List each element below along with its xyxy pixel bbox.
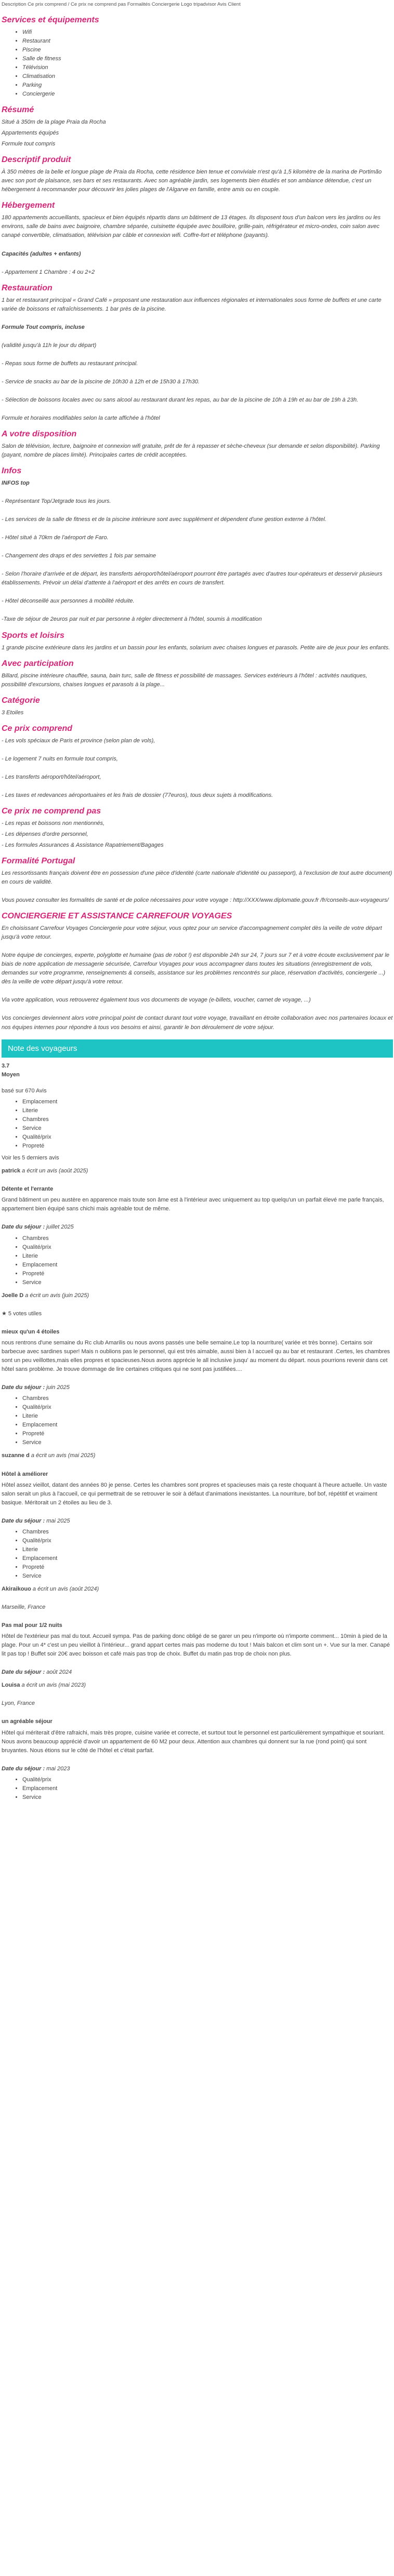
info-line: - Hôtel déconseillé aux personnes à mobilité réduite.	[2, 598, 135, 605]
infos-title: Infos	[2, 466, 22, 476]
review-text: Hôtel assez vieillot, datant des années 80 je pense. Certes les chambres sont propres et spacieuses mais ça reste choquant à l'heure actuelle. Un vaste salon serait un plus à l'accueil, ce qui permettrait de se retrouver le soir à défaut d'animations inexistantes. La nourriture, bof bof, répétitif et vraiment basique. Méritorait un 2 étoiles au lieu de 3.	[2, 1481, 387, 1506]
criteria-item: • Emplacement	[22, 1554, 393, 1563]
info-line: - Changement des draps et des serviettes 1 fois par semaine	[2, 553, 156, 559]
formalite-title: Formalité Portugal	[2, 857, 75, 866]
review-written: a écrit un avis (mai 2025)	[31, 1452, 96, 1459]
formule-line: (validité jusqu'à 11h le jour du départ)	[2, 342, 97, 349]
resume-title: Résumé	[2, 105, 34, 115]
restauration-title: Restauration	[2, 283, 52, 292]
info-line: - Les services de la salle de fitness et de la piscine intérieure sont avec supplément et dépendent d'une gestion externe à l'hôtel.	[2, 516, 326, 523]
stay-date: mai 2023	[46, 1765, 70, 1772]
disposition-text: Salon de télévision, lecture, baignoire et connexion wifi gratuite, prêt de fer à repasser et sèche-cheveux (sur demande et selon disponibilité). Parking (payant, nombre de places limité). Principales cartes de crédit acceptées.	[2, 443, 380, 459]
criteria-item: • Propreté	[22, 1142, 393, 1151]
criteria-item: • Qualité/prix	[22, 1403, 393, 1412]
review-author: suzanne d	[2, 1452, 30, 1459]
formule-line: - Repas sous forme de buffets au restaurant principal.	[2, 360, 138, 367]
conciergerie-title: CONCIERGERIE ET ASSISTANCE CARREFOUR VOYAGES	[2, 912, 232, 921]
formule-line: - Service de snacks au bar de la piscine de 10h30 à 12h et de 15h30 à 17h30.	[2, 378, 200, 385]
review-card	[2, 1681, 393, 1801]
stay-date: août 2024	[46, 1669, 72, 1676]
review-text: Grand bâtiment un peu austère en apparence mais toute son âme est à l'intérieur avec uniquement au top quelqu'un un parfait élevé me parle français, appartement bien équipé sans chichi mais agréable tout de même.	[2, 1197, 384, 1212]
review-criteria	[2, 1394, 393, 1447]
criteria-item: • Chambres	[22, 1115, 393, 1124]
review-author: Akiraikouo	[2, 1586, 31, 1593]
info-line: - Représentant Top/Jetgrade tous les jours.	[2, 498, 111, 505]
review-title: Détente et l'errante	[2, 1186, 54, 1193]
resume-line: Situé à 350m de la plage Praia da Rocha	[2, 119, 106, 126]
review-location: Marseille, France	[2, 1604, 46, 1611]
amenity-item: • Wifi	[22, 28, 393, 37]
formule-line: Formule et horaires modifiables selon la carte affichée à l'hôtel	[2, 415, 160, 421]
amenity-item: • Parking	[22, 81, 393, 90]
criteria-item: • Propreté	[22, 1430, 393, 1438]
criteria-item: • Emplacement	[22, 1098, 393, 1106]
rating-score: 3.7	[2, 1062, 10, 1069]
criteria-item: • Service	[22, 1572, 393, 1581]
criteria-item: • Emplacement	[22, 1421, 393, 1430]
review-text: Hôtel de l'extérieur pas mal du tout. Accueil sympa. Pas de parking donc obligé de se garer un peu n'importe où n'importe comment... 10min à pied de la plage. Pour un 4* c'est un peu vieillot à l'intérieur... grand appart certes mais pas moderne du tout ! Mais balcon et clim sont un +. Vue sur la mer. Canapé lit pas top ! Buffet soir 20€ avec boisson et café mais pas trop de choix. Buffet du matin pas trop de choix non plus.	[2, 1633, 390, 1658]
sports-title: Sports et loisirs	[2, 631, 64, 640]
ne-comprend-title: Ce prix ne comprend pas	[2, 806, 101, 816]
review-location: Lyon, France	[2, 1700, 35, 1707]
participation-title: Avec participation	[2, 659, 74, 668]
ne-comprend-line: - Les dépenses d'ordre personnel,	[2, 831, 88, 837]
criteria-item: • Literie	[22, 1412, 393, 1421]
criteria-item: • Emplacement	[22, 1784, 393, 1793]
stay-date: mai 2025	[46, 1517, 70, 1524]
criteria-item: • Qualité/prix	[22, 1133, 393, 1142]
criteria-item: • Qualité/prix	[22, 1776, 393, 1784]
descriptif-title: Descriptif produit	[2, 155, 71, 165]
review-criteria	[2, 1776, 393, 1802]
amenity-item: • Piscine	[22, 46, 393, 55]
rating-summary	[2, 1062, 393, 1163]
amenity-item: • Télévision	[22, 63, 393, 72]
criteria-item: • Propreté	[22, 1270, 393, 1278]
review-written: a écrit un avis (août 2025)	[22, 1168, 88, 1174]
review-card	[2, 1585, 393, 1677]
review-criteria	[2, 1528, 393, 1581]
categorie-value: 3 Etoiles	[2, 709, 24, 716]
participation-text: Billard, piscine intérieure chauffée, sauna, bain turc, salle de fitness et possibilité de massages. Services extérieurs à l'hôtel : activités nautiques, possibilité d'excursions, chaises longues et parasols à la plage...	[2, 672, 367, 688]
comprend-title: Ce prix comprend	[2, 724, 73, 733]
stay-date: juin 2025	[46, 1384, 70, 1391]
conciergerie-p4: Vos concierges deviennent alors votre principal point de contact durant tout votre voyage, travaillant en étroite collaboration avec nos partenaires locaux et nos équipes internes pour répondre à tous vos besoins et ainsi, garantir le bon déroulement de votre séjour.	[2, 1015, 393, 1031]
criteria-item: • Propreté	[22, 1563, 393, 1572]
amenity-item: • Restaurant	[22, 37, 393, 46]
amenity-item: • Conciergerie	[22, 90, 393, 99]
hebergement-title: Hébergement	[2, 201, 55, 210]
stay-date-label: Date du séjour :	[2, 1669, 45, 1676]
comprend-line: - Les taxes et redevances aéroportuaires et les frais de dossier (77euros), tous deux sujets à modifications.	[2, 792, 273, 798]
capacity-label: Capacités (adultes + enfants)	[2, 250, 81, 257]
criteria-item: • Chambres	[22, 1394, 393, 1403]
comprend-line: - Les vols spéciaux de Paris et province (selon plan de vols),	[2, 737, 155, 744]
services-list	[2, 28, 393, 99]
criteria-item: • Chambres	[22, 1528, 393, 1537]
comprend-line: - Les transferts aéroport/hôtel/aéroport,	[2, 773, 101, 780]
capacity-value: - Appartement 1 Chambre : 4 ou 2+2	[2, 269, 95, 275]
review-title: mieux qu'un 4 étoiles	[2, 1328, 60, 1335]
rating-label: Moyen	[2, 1071, 20, 1078]
criteria-item: • Qualité/prix	[22, 1537, 393, 1545]
criteria-item: • Literie	[22, 1252, 393, 1261]
review-written: a écrit un avis (août 2024)	[32, 1586, 99, 1593]
conciergerie-p3: Via votre application, vous retrouverez également tous vos documents de voyage (e-billets, voucher, carnet de voyage, ...)	[2, 997, 311, 1004]
review-card	[2, 1167, 393, 1287]
last-reviews-link[interactable]: Voir les 5 derniers avis	[2, 1155, 59, 1162]
descriptif-text: À 350 mètres de la belle et longue plage de Praia da Rocha, cette résidence bien tenue et conviviale n'est qu'à 1,5 kilomètre de la marina de Portimão avec son port de plaisance, ses bars et ses restaurants. Avec son agréable jardin, ses logements bien étudiés et son ambiance détendue, c'est un hébergement à recommander pour découvrir les jolies plages de l'Algarve en famille, entre amis ou en couple.	[2, 169, 382, 193]
services-title: Services et équipements	[2, 15, 99, 24]
review-text: nous rentrons d'une semaine du Rc club Amarilis ou nous avons passés une belle semaine.Le top la nourriture( variée et très bonne). Certains soir barbecue avec sardines super! Mais n oublions pas le personnel, qui est très aimable, aussi bien à l accueil qu au bar et restaurant .Certes, les chambres sont un peu veillottes,mais elles propres et spacieuses.Nous avons apprécie le all inclusive jusqu' au moment du départ. nous pourrions revenir dans cet hôtel sans problème. Je trouve dommage de lire certaines critiques qui ne sont pas justifiées....	[2, 1339, 390, 1373]
review-author: Louisa	[2, 1682, 20, 1689]
restauration-text: 1 bar et restaurant principal « Grand Café » proposant une restauration aux influences régionales et internationales sous forme de buffets et une carte variée de boissons et rafraîchissements. 1 bar près de la piscine.	[2, 297, 382, 312]
disposition-title: A votre disposition	[2, 429, 77, 438]
hebergement-text: 180 appartements accueillants, spacieux et bien équipés répartis dans un bâtiment de 13 étages. Ils disposent tous d'un balcon vers les jardins ou les environs, salle de bains avec baignoire, chambre séparée, cuisinette équipée avec bouilloire, grille-pain, réfrigérateur et micro-ondes, coin salon avec canapé convertible, climatisation, télévision par câble et connexion wifi. Coffre-fort et téléphone (payants).	[2, 215, 381, 239]
criteria-item: • Literie	[22, 1106, 393, 1115]
formalite-link[interactable]: Vous pouvez consulter les formalités de santé et de police nécessaires pour votre voyage : http://XXX/www.diplomatie.gouv.fr /fr/conseils-aux-voyageurs/	[2, 897, 389, 904]
amenity-item: • Salle de fitness	[22, 55, 393, 63]
info-line: - Selon l'horaire d'arrivée et de départ, les transferts aéroport/hôtel/aéroport pourront être partagés avec d'autres tour-opérateurs et desservir plusieurs établissements. Prévoir un délai d'attente à l'aéroport et des arrêts en cours de transfert.	[2, 571, 383, 586]
criteria-item: • Service	[22, 1278, 393, 1287]
rating-criteria	[2, 1098, 393, 1151]
criteria-item: • Service	[22, 1124, 393, 1133]
criteria-item: • Literie	[22, 1545, 393, 1554]
review-author: Joelle D	[2, 1292, 24, 1299]
formule-line: - Sélection de boissons locales avec ou sans alcool au restaurant durant les repas, au bar de la piscine de 10h à 19h et au bar de 19h à 23h.	[2, 396, 359, 403]
review-title: Hôtel à améliorer	[2, 1471, 48, 1477]
review-author: patrick	[2, 1168, 21, 1174]
resume-line: Formule tout compris	[2, 141, 56, 148]
stay-date-label: Date du séjour :	[2, 1384, 45, 1391]
ne-comprend-line: - Les repas et boissons non mentionnés,	[2, 820, 105, 826]
stay-date-label: Date du séjour :	[2, 1765, 45, 1772]
review-written: a écrit un avis (mai 2023)	[21, 1682, 86, 1689]
conciergerie-p1: En choisissant Carrefour Voyages Conciergerie pour votre séjour, vous optez pour un service d'accompagnement complet dès la veille de votre départ jusqu'à votre retour.	[2, 925, 382, 941]
review-title: Pas mal pour 1/2 nuits	[2, 1622, 62, 1629]
criteria-item: • Service	[22, 1438, 393, 1447]
review-text: Hôtel qui mériterait d'être rafraichi, mais très propre, cuisine variée et correcte, et surtout tout le personnel est particulièrement sympathique et souriant. Nous avons beaucoup apprécié d'avoir un appartement de 60 M2 pour deux. Attention aux chambres qui donnent sur la rue (rond point) qui sont bruyantes. Nous étions sur le côté de l'hôtel et c'était parfait.	[2, 1729, 385, 1754]
criteria-item: • Service	[22, 1793, 393, 1802]
info-line: - Hôtel situé à 70km de l'aéroport de Faro.	[2, 535, 109, 541]
comprend-line: - Le logement 7 nuits en formule tout compris,	[2, 755, 118, 762]
sports-text: 1 grande piscine extérieure dans les jardins et un bassin pour les enfants, solarium avec chaises longues et parasols. Petite aire de jeux pour les enfants.	[2, 644, 390, 651]
info-line: -Taxe de séjour de 2euros par nuit et par personne à régler directement à l'hôtel, soumis à modification	[2, 616, 262, 623]
review-criteria	[2, 1234, 393, 1287]
criteria-item: • Qualité/prix	[22, 1243, 393, 1252]
formule-label: Formule Tout compris, incluse	[2, 324, 85, 330]
review-title: un agréable séjour	[2, 1718, 52, 1725]
formalite-text: Les ressortissants français doivent être en possession d'une pièce d'identité (carte nationale d'identité ou passeport), à l'exclusion de tout autre document) en cours de validité.	[2, 870, 392, 886]
criteria-item: • Chambres	[22, 1234, 393, 1243]
stay-date-label: Date du séjour :	[2, 1517, 45, 1524]
resume-line: Appartements équipés	[2, 130, 59, 137]
stay-date: juillet 2025	[46, 1224, 74, 1231]
amenity-item: • Climatisation	[22, 72, 393, 81]
categorie-title: Catégorie	[2, 696, 40, 705]
conciergerie-p2: Notre équipe de concierges, experte, polyglotte et humaine (pas de robot !) est disponible 24h sur 24, 7 jours sur 7 et à votre écoute exclusivement par le biais de notre application de messagerie sécurisée, Carrefour Voyages pour vous accompagner dans toutes les situations (enregistrement de vols, demandes sur votre programme, renseignements & conseils, assistance sur les problèmes rencontrés sur place, réservation d'activités, conciergerie ...) dès la veille de votre départ jusqu'à votre retour.	[2, 952, 389, 985]
review-written: a écrit un avis (juin 2025)	[25, 1292, 89, 1299]
reviews-banner: Note des voyageurs	[2, 1039, 393, 1058]
review-card	[2, 1451, 393, 1581]
review-helpful: ★ 5 votes utiles	[2, 1310, 42, 1317]
breadcrumb[interactable]: Description Ce prix comprend / Ce prix ne comprend pas Formalités Conciergerie Logo tripadvisor Avis Client	[2, 2, 241, 7]
ne-comprend-line: - Les formules Assurances & Assistance Rapatriement/Bagages	[2, 842, 164, 848]
rating-based: basé sur 670 Avis	[2, 1087, 47, 1094]
criteria-item: • Emplacement	[22, 1261, 393, 1270]
infos-subtitle: INFOS top	[2, 480, 30, 487]
review-card	[2, 1291, 393, 1448]
stay-date-label: Date du séjour :	[2, 1224, 45, 1231]
